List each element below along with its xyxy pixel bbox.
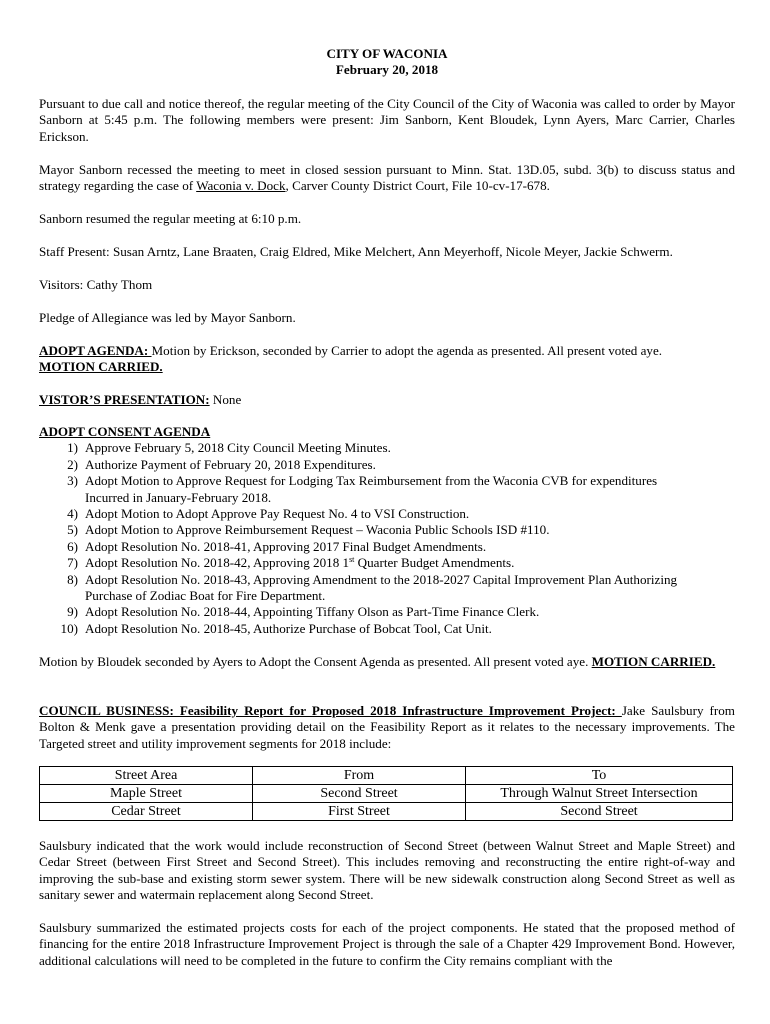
adopt-agenda-section: [39, 343, 735, 376]
meeting-date: February 20, 2018: [335, 62, 439, 78]
cost-summary-paragraph: Saulsbury summarized the estimated projects costs for each of the project components. He stated that the proposed method of financing for the entire 2018 Infrastructure Improvement Project is through the sale of a Chapter 429 Improvement Bond. However, additional calculations will need to be completed in the future to confirm the City remains compliant with the: [39, 920, 735, 968]
adopt-agenda-heading: ADOPT AGENDA:: [39, 343, 152, 358]
table-cell: Through Walnut Street Intersection: [466, 785, 733, 803]
list-item: 2) Authorize Payment of February 20, 2018 Expenditures.: [67, 456, 376, 472]
consent-agenda-list: [39, 440, 735, 637]
table-header-cell: To: [466, 767, 733, 785]
consent-motion-carried: MOTION CARRIED.: [591, 654, 716, 669]
council-business-heading: COUNCIL BUSINESS: Feasibility Report for Proposed 2018 Infrastructure Improvement Project:: [39, 703, 622, 718]
visitors-presentation: VISTOR’S PRESENTATION: None: [39, 392, 242, 407]
list-item: 4) Adopt Motion to Adopt Approve Pay Request No. 4 to VSI Construction.: [67, 506, 470, 522]
table-row: [40, 785, 733, 803]
recess-paragraph: Mayor Sanborn recessed the meeting to meet in closed session pursuant to Minn. Stat. 13D.05, subd. 3(b) to discuss status and strategy regarding the case of Waconia v. Dock, Carver County District Court, File 10-cv-17-678.: [39, 162, 735, 194]
table-row: [40, 803, 733, 821]
resumed-paragraph: Sanborn resumed the regular meeting at 6:10 p.m.: [39, 211, 302, 226]
staff-paragraph: Staff Present: Susan Arntz, Lane Braaten, Craig Eldred, Mike Melchert, Ann Meyerhoff, Nicole Meyer, Jackie Schwerm.: [39, 244, 673, 259]
list-item: 7) Adopt Resolution No. 2018-42, Approving 2018 1st Quarter Budget Amendments.: [67, 555, 515, 571]
list-item: 6) Adopt Resolution No. 2018-41, Approving 2017 Final Budget Amendments.: [67, 538, 487, 554]
list-item: 5) Adopt Motion to Approve Reimbursement Request – Waconia Public Schools ISD #110.: [67, 522, 550, 538]
table-cell: First Street: [253, 803, 466, 821]
improvement-segments-table: [39, 766, 733, 821]
list-item: 9) Adopt Resolution No. 2018-44, Appointing Tiffany Olson as Part-Time Finance Clerk.: [67, 604, 540, 620]
work-description-paragraph: Saulsbury indicated that the work would include reconstruction of Second Street (between Walnut Street and Maple Street) and Cedar Street (between First Street and Second Street). This includes removing and reconstructing the entire right-of-way and improving the sub-base and existing storm sewer system. There will be new sidewalk construction along Second Street as well as sanitary sewer and watermain replacement along Second Street.: [39, 838, 735, 903]
council-business-intro: COUNCIL BUSINESS: Feasibility Report for Proposed 2018 Infrastructure Improvement Project: Jake Saulsbury from Bolton & Menk gave a presentation providing detail on the Feasibility Report as it relates to the necessary improvements. The Targeted street and utility improvement segments for 2018 include:: [39, 703, 735, 751]
table-header-cell: Street Area: [40, 767, 253, 785]
case-name: Waconia v. Dock: [196, 178, 286, 194]
adopt-agenda-text: Motion by Erickson, seconded by Carrier to adopt the agenda as presented. All present voted aye.: [151, 343, 663, 358]
table-cell: Cedar Street: [40, 803, 253, 821]
city-title: CITY OF WACONIA: [326, 46, 448, 61]
call-to-order-paragraph: Pursuant to due call and notice thereof, the regular meeting of the City Council of the City of Waconia was called to order by Mayor Sanborn at 5:45 p.m. The following members were present: Jim Sanborn, Kent Bloudek, Lynn Ayers, Marc Carrier, Charles Erickson.: [39, 96, 735, 144]
consent-motion-paragraph: Motion by Bloudek seconded by Ayers to Adopt the Consent Agenda as presented. All present voted aye. MOTION CARRIED.: [39, 654, 716, 669]
consent-agenda-heading: ADOPT CONSENT AGENDA: [39, 424, 211, 439]
document-header: [39, 46, 735, 79]
list-item: 3) Adopt Motion to Approve Request for Lodging Tax Reimbursement from the Waconia CVB for expenditures Incurred in January-February 2018.: [67, 473, 658, 505]
adopt-agenda-carried: MOTION CARRIED.: [39, 359, 163, 375]
table-cell: Second Street: [466, 803, 733, 821]
pledge-paragraph: Pledge of Allegiance was led by Mayor Sanborn.: [39, 310, 296, 325]
consent-agenda-section: [39, 424, 735, 637]
table-header-row: [40, 767, 733, 785]
table-cell: Second Street: [253, 785, 466, 803]
list-item: 10) Adopt Resolution No. 2018-45, Authorize Purchase of Bobcat Tool, Cat Unit.: [60, 620, 492, 636]
list-item: 1) Approve February 5, 2018 City Council Meeting Minutes.: [67, 440, 391, 456]
list-item: 8) Adopt Resolution No. 2018-43, Approving Amendment to the 2018-2027 Capital Improvement Plan Authorizing Purchase of Zodiac Boat for Fire Department.: [67, 571, 678, 604]
visitors-presentation-heading: VISTOR’S PRESENTATION:: [39, 392, 210, 407]
table-cell: Maple Street: [40, 785, 253, 803]
table-header-cell: From: [253, 767, 466, 785]
visitors-paragraph: Visitors: Cathy Thom: [39, 277, 153, 292]
